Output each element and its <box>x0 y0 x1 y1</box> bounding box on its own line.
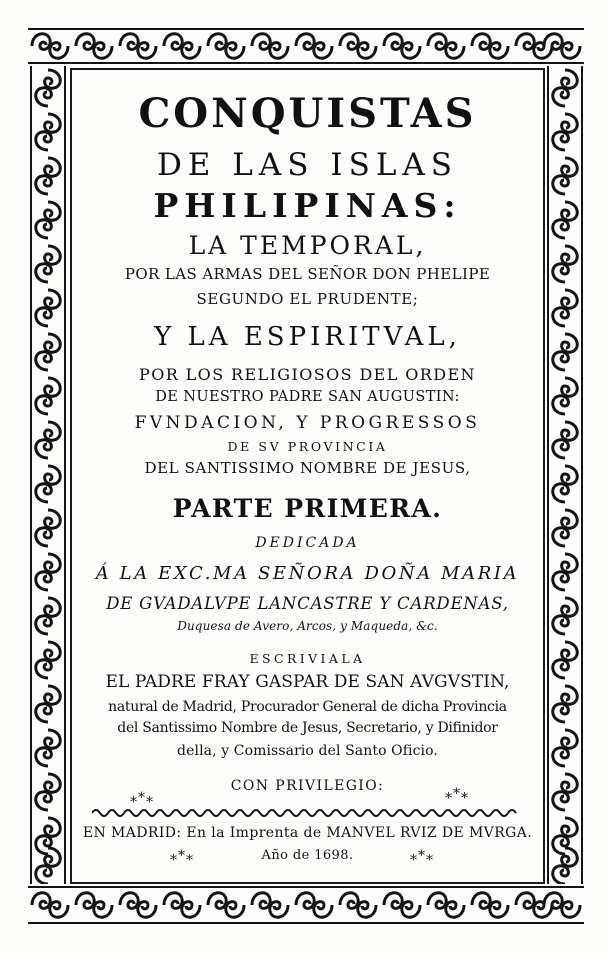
text-por-los-religiosos: POR LOS RELIGIOSOS DEL ORDEN <box>139 365 476 384</box>
text-dedicada: DEDICADA <box>255 535 360 551</box>
ornamental-border-top <box>28 26 584 66</box>
title-philipinas: PHILIPINAS: <box>153 186 462 225</box>
text-dedicatee-titles: Duquesa de Avero, Arcos, y Maqueda, &c. <box>177 619 438 633</box>
text-dedicatee-family: DE GVADALVPE LANCASTRE Y CARDENAS, <box>106 594 509 613</box>
stars-ornament-icon: ⁎*⁎ <box>170 848 194 864</box>
text-author: EL PADRE FRAY GASPAR DE SAN AVGVSTIN, <box>105 672 510 692</box>
ornamental-border-left <box>28 66 68 884</box>
title-conquistas: CONQUISTAS <box>138 90 477 137</box>
text-fundacion: FVNDACION, Y PROGRESSOS <box>134 413 481 433</box>
text-santissimo-nombre: DEL SANTISSIMO NOMBRE DE JESUS, <box>144 459 471 477</box>
text-con-privilegio: CON PRIVILEGIO: <box>230 778 385 794</box>
subtitle-la-espiritual: Y LA ESPIRITVAL, <box>154 322 461 352</box>
text-author-origin: natural de Madrid, Procurador General de dicha Provincia <box>108 699 507 715</box>
text-de-su-provincia: DE SV PROVINCIA <box>227 439 388 454</box>
text-por-las-armas: POR LAS ARMAS DEL SEÑOR DON PHELIPE <box>124 265 491 283</box>
text-escriviala: ESCRIVIALA <box>249 651 366 666</box>
ornamental-rule <box>92 807 520 819</box>
text-author-commissary: della, y Comissario del Santo Oficio. <box>177 743 438 759</box>
stars-ornament-icon: ⁎*⁎ <box>410 848 434 864</box>
imprint-year: Año de 1698. <box>261 848 354 863</box>
ornamental-border-bottom <box>28 884 584 926</box>
heading-parte-primera: PARTE PRIMERA. <box>172 494 443 523</box>
text-nuestro-padre: DE NUESTRO PADRE SAN AUGUSTIN: <box>155 389 460 405</box>
imprint-line: EN MADRID: En la Imprenta de MANVEL RVIZ DE MVRGA. <box>82 825 533 841</box>
text-segundo-el-prudente: SEGUNDO EL PRUDENTE; <box>196 290 419 308</box>
scroll-ornament-icon <box>28 26 584 66</box>
text-author-office: del Santissimo Nombre de Jesus, Secretario, y Difinidor <box>117 720 498 736</box>
text-dedicatee: Á LA EXC.MA SEÑORA DOÑA MARIA <box>95 563 520 584</box>
subtitle-la-temporal: LA TEMPORAL, <box>188 231 427 260</box>
title-de-las-islas: DE LAS ISLAS <box>156 147 459 183</box>
stars-ornament-icon: ⁎*⁎ <box>130 790 154 806</box>
stars-ornament-icon: ⁎*⁎ <box>445 786 469 802</box>
ornamental-border-right <box>545 66 585 884</box>
